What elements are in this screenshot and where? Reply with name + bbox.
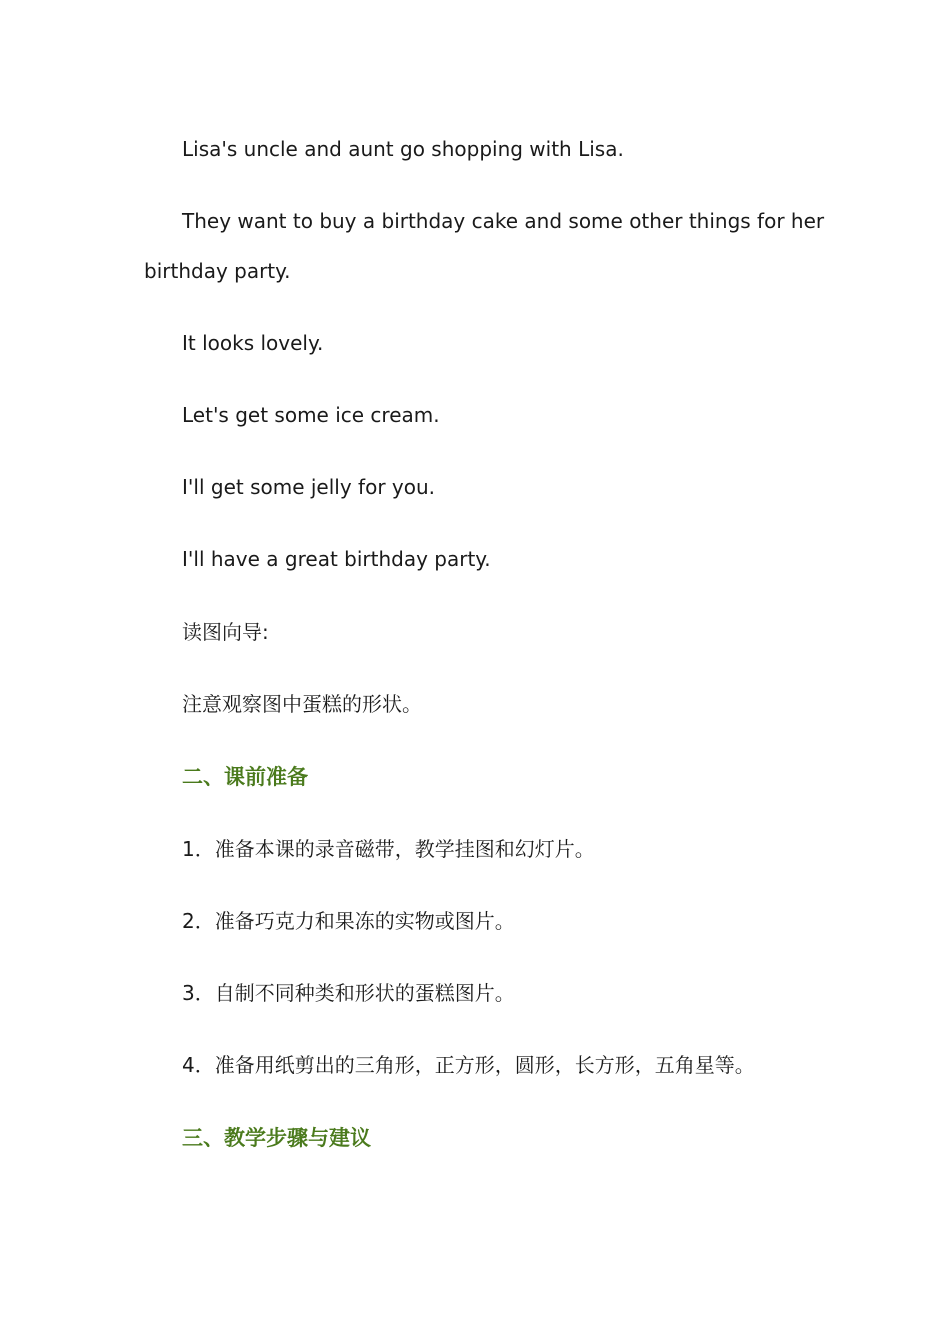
- paragraph-jelly: I'll get some jelly for you.: [182, 475, 435, 499]
- reading-guide-text: 注意观察图中蛋糕的形状。: [182, 692, 422, 716]
- paragraph-birthday-cake-line2: birthday party.: [144, 259, 291, 283]
- list-item: 3．自制不同种类和形状的蛋糕图片。: [182, 981, 515, 1005]
- section-heading-preparation: 二、课前准备: [182, 765, 308, 789]
- paragraph-ice-cream: Let's get some ice cream.: [182, 403, 440, 427]
- paragraph-shopping: Lisa's uncle and aunt go shopping with Lisa.: [182, 137, 624, 161]
- list-item: 4．准备用纸剪出的三角形，正方形，圆形，长方形，五角星等。: [182, 1053, 755, 1077]
- list-item: 1．准备本课的录音磁带，教学挂图和幻灯片。: [182, 837, 595, 861]
- paragraph-great-party: I'll have a great birthday party.: [182, 547, 491, 571]
- paragraph-looks-lovely: It looks lovely.: [182, 331, 324, 355]
- section-heading-teaching-steps: 三、教学步骤与建议: [182, 1126, 371, 1150]
- paragraph-birthday-cake-line1: They want to buy a birthday cake and some other things for her: [182, 209, 825, 233]
- reading-guide-label: 读图向导:: [182, 620, 269, 644]
- list-item: 2．准备巧克力和果冻的实物或图片。: [182, 909, 515, 933]
